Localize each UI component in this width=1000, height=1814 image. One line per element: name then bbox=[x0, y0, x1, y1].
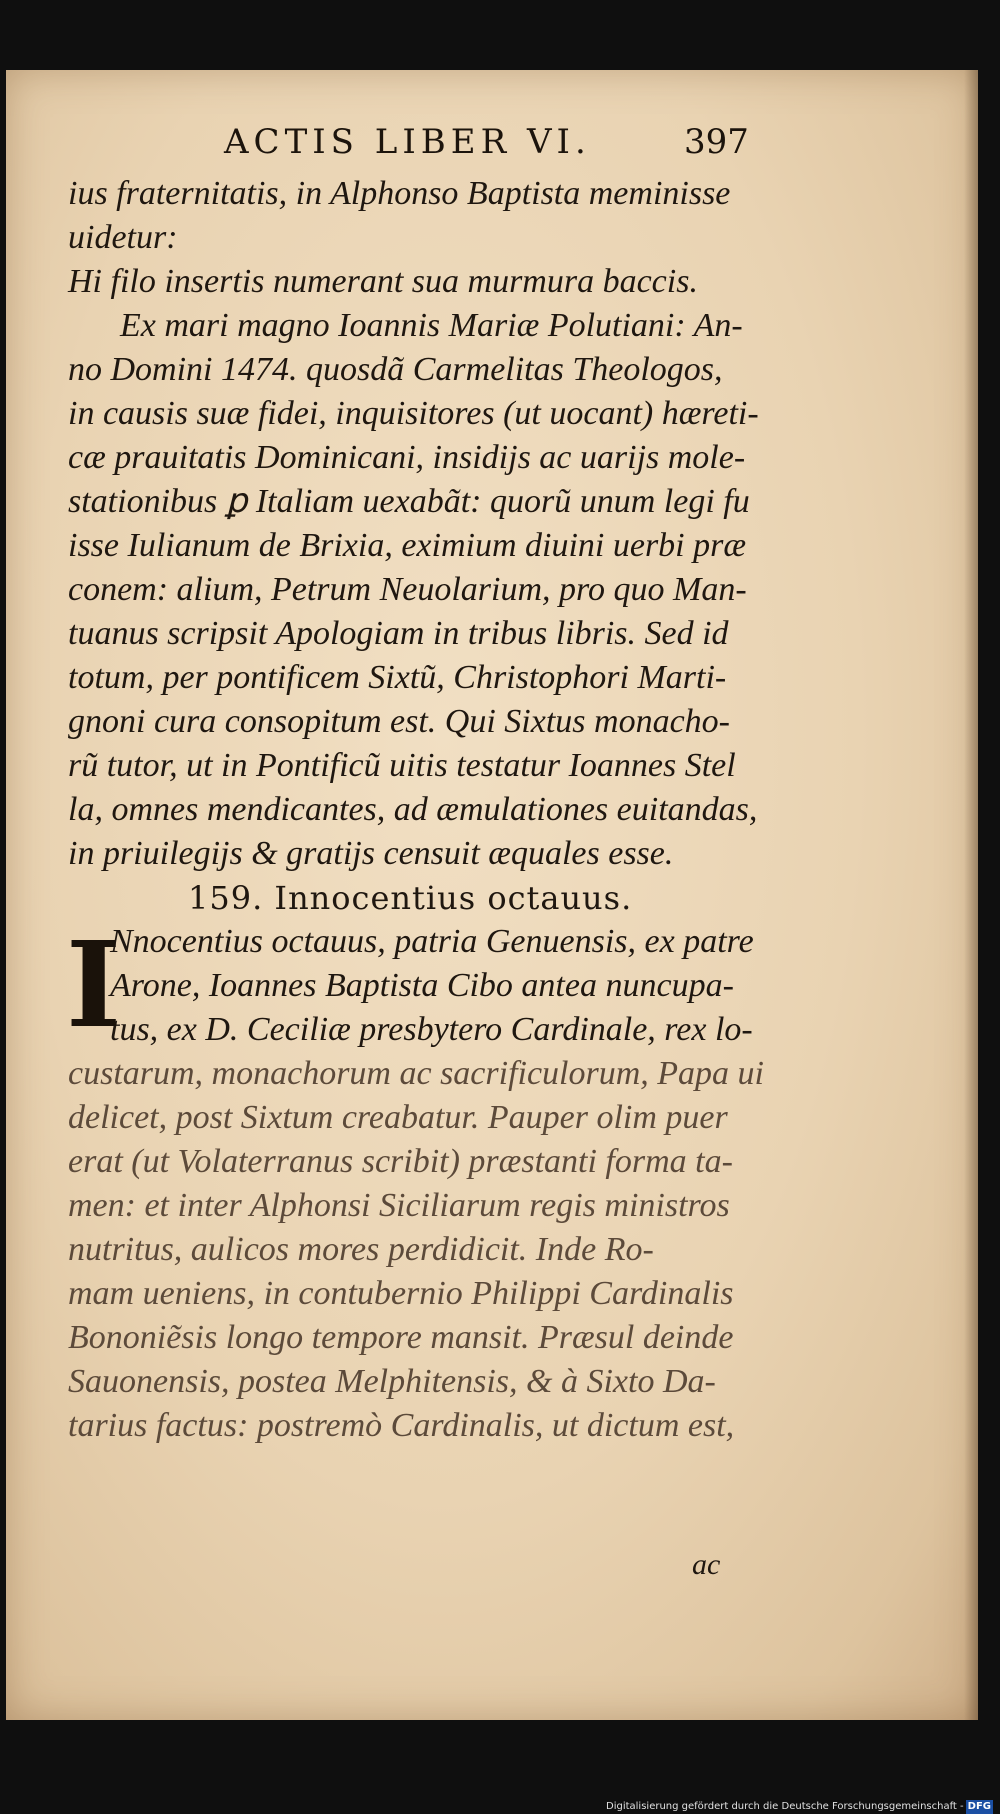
text-line: Bononiẽsis longo tempore mansit. Præsul deinde bbox=[68, 1319, 734, 1356]
running-head: ACTIS LIBER VI. bbox=[224, 122, 591, 162]
text-line: tuanus scripsit Apologiam in tribus libris. Sed id bbox=[68, 615, 729, 652]
text-line: conem: alium, Petrum Neuolarium, pro quo Man- bbox=[68, 571, 747, 608]
text-line: isse Iulianum de Brixia, eximium diuini uerbi præ bbox=[68, 527, 747, 564]
text-line: men: et inter Alphonsi Siciliarum regis ministros bbox=[68, 1187, 730, 1224]
verse-line: Hi filo insertis numerant sua murmura baccis. bbox=[68, 263, 698, 300]
text-line: cæ prauitatis Dominicani, insidijs ac uarijs mole- bbox=[68, 439, 746, 476]
page-number: 397 bbox=[684, 122, 749, 162]
page-header bbox=[6, 122, 978, 166]
second-paragraph bbox=[66, 915, 765, 1448]
text-line: totum, per pontificem Sixtũ, Christophori Marti- bbox=[68, 659, 727, 696]
text-line: mam ueniens, in contubernio Philippi Cardinalis bbox=[68, 1275, 734, 1312]
text-line: nutritus, aulicos mores perdidicit. Inde Ro- bbox=[68, 1231, 654, 1268]
text-line: Nnocentius octauus, patria Genuensis, ex patre bbox=[110, 923, 754, 960]
catchword: ac bbox=[692, 1548, 721, 1581]
book-page bbox=[6, 70, 978, 1720]
text-line: uidetur: bbox=[68, 219, 178, 256]
text-line: no Domini 1474. quosdã Carmelitas Theologos, bbox=[68, 351, 723, 388]
text-line: tus, ex D. Ceciliæ presbytero Cardinale, rex lo- bbox=[110, 1011, 753, 1048]
dfg-logo: DFG bbox=[967, 1801, 991, 1812]
text-line: in causis suæ fidei, inquisitores (ut uocant) hæreti- bbox=[68, 395, 759, 432]
drop-cap: I bbox=[66, 915, 122, 1054]
text-line: stationibus ꝑ Italiam uexabãt: quorũ unum legi fu bbox=[68, 483, 750, 520]
text-line: Arone, Ioannes Baptista Cibo antea nuncupa- bbox=[110, 967, 734, 1004]
text-line: custarum, monachorum ac sacrificulorum, Papa ui bbox=[68, 1055, 765, 1092]
text-line: gnoni cura consopitum est. Qui Sixtus monacho- bbox=[68, 703, 730, 740]
text-line: delicet, post Sixtum creabatur. Pauper olim puer bbox=[68, 1099, 728, 1136]
text-line: erat (ut Volaterranus scribit) præstanti forma ta- bbox=[68, 1143, 733, 1180]
text-line: ius fraternitatis, in Alphonso Baptista meminisse bbox=[68, 175, 731, 212]
credit-text: Digitalisierung gefördert durch die Deutsche Forschungsgemeinschaft - bbox=[606, 1801, 964, 1812]
text-line: in priuilegijs & gratijs censuit æquales esse. bbox=[68, 835, 674, 872]
text-line: Sauonensis, postea Melphitensis, & à Sixto Da- bbox=[68, 1363, 716, 1400]
paragraph-start-line: Ex mari magno Ioannis Mariæ Polutiani: An- bbox=[120, 307, 743, 344]
text-line: tarius factus: postremò Cardinalis, ut dictum est, bbox=[68, 1407, 735, 1444]
body-text bbox=[66, 172, 765, 1448]
text-line: la, omnes mendicantes, ad æmulationes euitandas, bbox=[68, 791, 758, 828]
section-heading: 159. Innocentius octauus. bbox=[188, 879, 633, 917]
text-line: rũ tutor, ut in Pontificũ uitis testatur Ioannes Stel bbox=[68, 747, 736, 784]
digitization-credit bbox=[606, 1800, 993, 1814]
